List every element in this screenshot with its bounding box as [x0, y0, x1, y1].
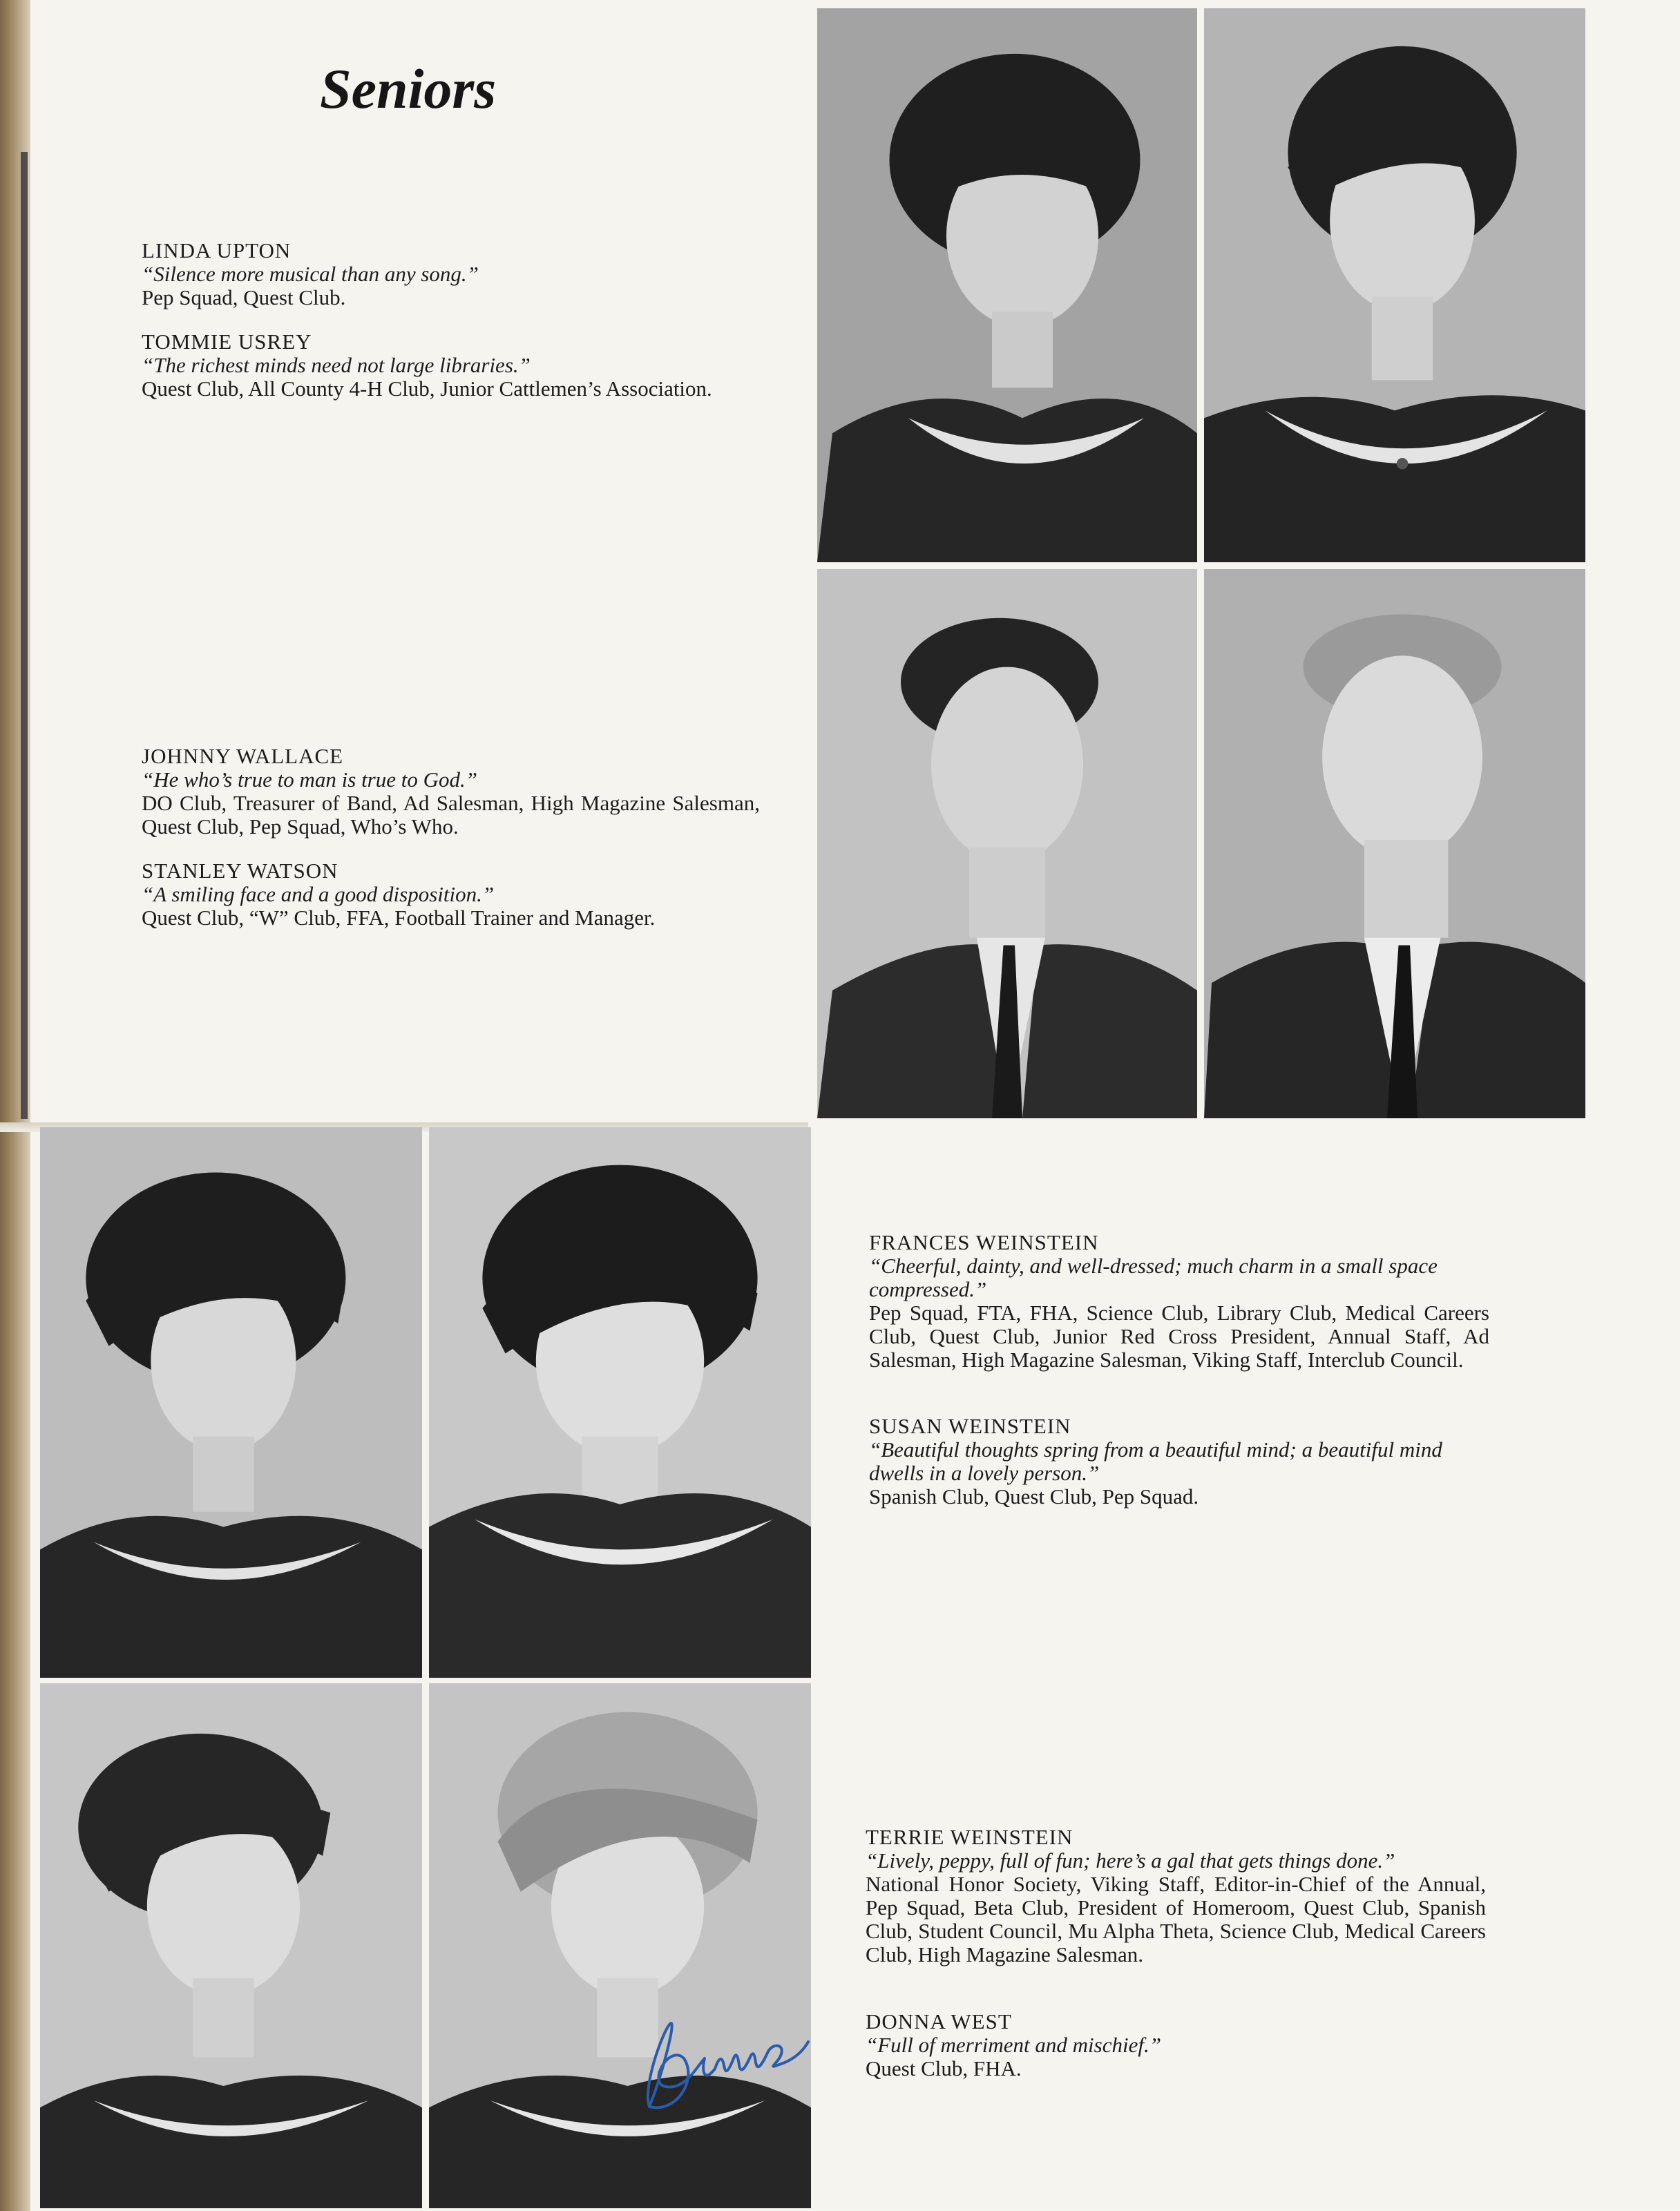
student-activities: Quest Club, FHA. — [866, 2056, 1022, 2080]
student-activities: National Honor Society, Viking Staff, Editor-in-Chief of the Annual, Pep Squad, Beta Club, President of Homeroom, Quest Club, Spanish Club, Student Council, Mu Alpha Theta, Science Club, Medical Careers Club, High Magazine Salesman. — [866, 1872, 1486, 1966]
portrait-photo-terrie-weinstein — [40, 1683, 422, 2208]
student-entry — [869, 1415, 1489, 1509]
student-quote: “Beautiful thoughts spring from a beautiful mind; a beautiful mind dwells in a lovely person.” — [869, 1437, 1442, 1485]
student-quote: “Full of merriment and mischief.” — [866, 2033, 1161, 2057]
student-entry — [142, 239, 760, 309]
student-name: STANLEY WATSON — [142, 859, 338, 883]
student-quote: “Silence more musical than any song.” — [142, 262, 479, 286]
student-name: JOHNNY WALLACE — [142, 744, 344, 768]
student-activities: DO Club, Treasurer of Band, Ad Salesman, High Magazine Salesman, Quest Club, Pep Squad, Who’s Who. — [142, 791, 760, 839]
student-activities: Spanish Club, Quest Club, Pep Squad. — [869, 1484, 1199, 1509]
student-name: TERRIE WEINSTEIN — [866, 1825, 1073, 1849]
portrait-photo-susan-weinstein — [429, 1127, 811, 1678]
binding-tape — [21, 152, 28, 1119]
student-activities: Quest Club, All County 4-H Club, Junior Cattlemen’s Association. — [142, 376, 712, 401]
student-name: FRANCES WEINSTEIN — [869, 1230, 1099, 1254]
student-name: TOMMIE USREY — [142, 329, 312, 354]
student-entry — [866, 1826, 1486, 1966]
student-name: SUSAN WEINSTEIN — [869, 1414, 1071, 1438]
student-entry — [869, 1231, 1489, 1372]
student-activities: Quest Club, “W” Club, FFA, Football Trainer and Manager. — [142, 906, 656, 930]
page-title: Seniors — [320, 57, 497, 120]
portrait-photo-johnny-wallace — [817, 569, 1197, 1118]
student-quote: “The richest minds need not large libraries.” — [142, 353, 531, 377]
student-entry — [866, 2010, 1486, 2080]
portrait-photo-linda-upton — [817, 8, 1197, 562]
student-name: LINDA UPTON — [142, 238, 292, 262]
student-activities: Pep Squad, Quest Club. — [142, 285, 346, 309]
handwritten-signature — [622, 2003, 822, 2121]
student-activities: Pep Squad, FTA, FHA, Science Club, Library Club, Medical Careers Club, Quest Club, Junior Red Cross President, Annual Staff, Ad Salesman, High Magazine Salesman, Viking Staff, Interclub Council. — [869, 1301, 1489, 1372]
portrait-photo-tommie-usrey — [1204, 8, 1585, 562]
portrait-photo-frances-weinstein — [40, 1127, 422, 1678]
student-quote: “Cheerful, dainty, and well-dressed; much charm in a small space compressed.” — [869, 1254, 1438, 1301]
student-entry — [142, 330, 760, 401]
portrait-photo-donna-west — [429, 1683, 811, 2208]
student-quote: “Lively, peppy, full of fun; here’s a gal that gets things done.” — [866, 1848, 1395, 1873]
student-entry — [142, 745, 760, 839]
student-entry — [142, 859, 770, 930]
student-quote: “A smiling face and a good disposition.” — [142, 882, 495, 906]
portrait-photo-stanley-watson — [1204, 569, 1585, 1118]
student-name: DONNA WEST — [866, 2009, 1012, 2033]
student-quote: “He who’s true to man is true to God.” — [142, 767, 477, 792]
